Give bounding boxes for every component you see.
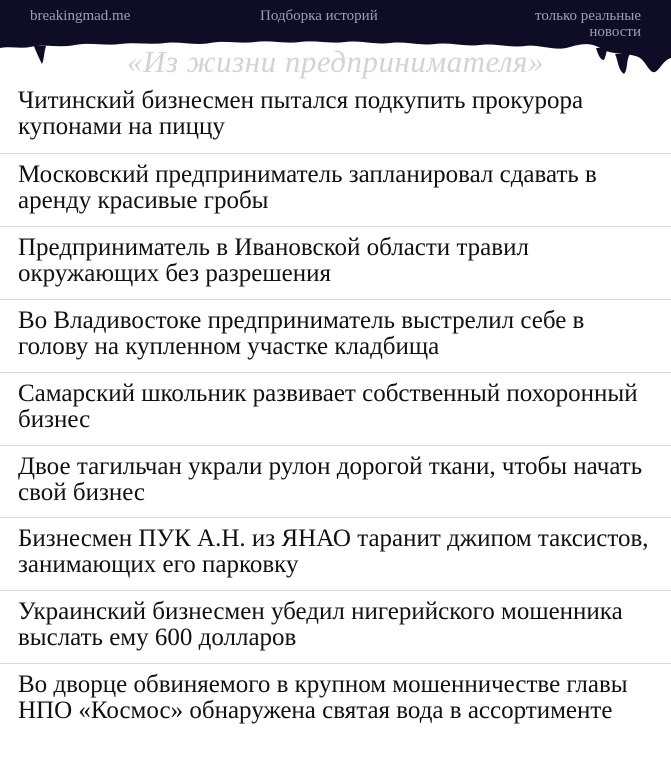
story-headline[interactable]: Читинский бизнесмен пытался подкупить прокурора купонами на пиццу <box>18 87 584 140</box>
story-headline[interactable]: Самарский школьник развивает собственный похоронный бизнес <box>18 380 638 433</box>
story-headline[interactable]: Двое тагильчан украли рулон дорогой ткани, чтобы начать свой бизнес <box>18 453 643 506</box>
tagline-line-1: только реальные <box>535 8 641 24</box>
tagline-line-2: новости <box>589 24 641 40</box>
story-headline[interactable]: Московский предприниматель запланировал сдавать в аренду красивые гробы <box>18 161 597 214</box>
story-item[interactable] <box>0 80 671 153</box>
story-headline[interactable]: Украинский бизнесмен убедил нигерийского мошенника выслать ему 600 долларов <box>18 598 623 651</box>
story-headline[interactable]: Во Владивостоке предприниматель выстрелил себе в голову на купленном участке кладбища <box>18 307 585 360</box>
story-headline[interactable]: Во дворце обвиняемого в крупном мошенничестве главы НПО «Космос» обнаружена святая вода в ассортименте <box>18 671 628 724</box>
story-list <box>0 80 671 765</box>
story-item[interactable] <box>0 590 671 663</box>
tagline <box>471 8 641 40</box>
story-item[interactable] <box>0 372 671 445</box>
story-item[interactable] <box>0 663 671 765</box>
story-headline[interactable]: Предприниматель в Ивановской области травил окружающих без разрешения <box>18 234 529 287</box>
story-item[interactable] <box>0 153 671 226</box>
site-logo-link[interactable]: breakingmad.me <box>30 8 131 24</box>
story-item[interactable] <box>0 517 671 590</box>
story-headline[interactable]: Бизнесмен ПУК А.Н. из ЯНАО таранит джипом таксистов, занимающих его парковку <box>18 525 649 578</box>
story-item[interactable] <box>0 226 671 299</box>
story-item[interactable] <box>0 299 671 372</box>
section-title: «Из жизни предпринимателя» <box>127 44 544 79</box>
story-item[interactable] <box>0 445 671 517</box>
nav-story-collection[interactable]: Подборка историй <box>260 8 378 24</box>
